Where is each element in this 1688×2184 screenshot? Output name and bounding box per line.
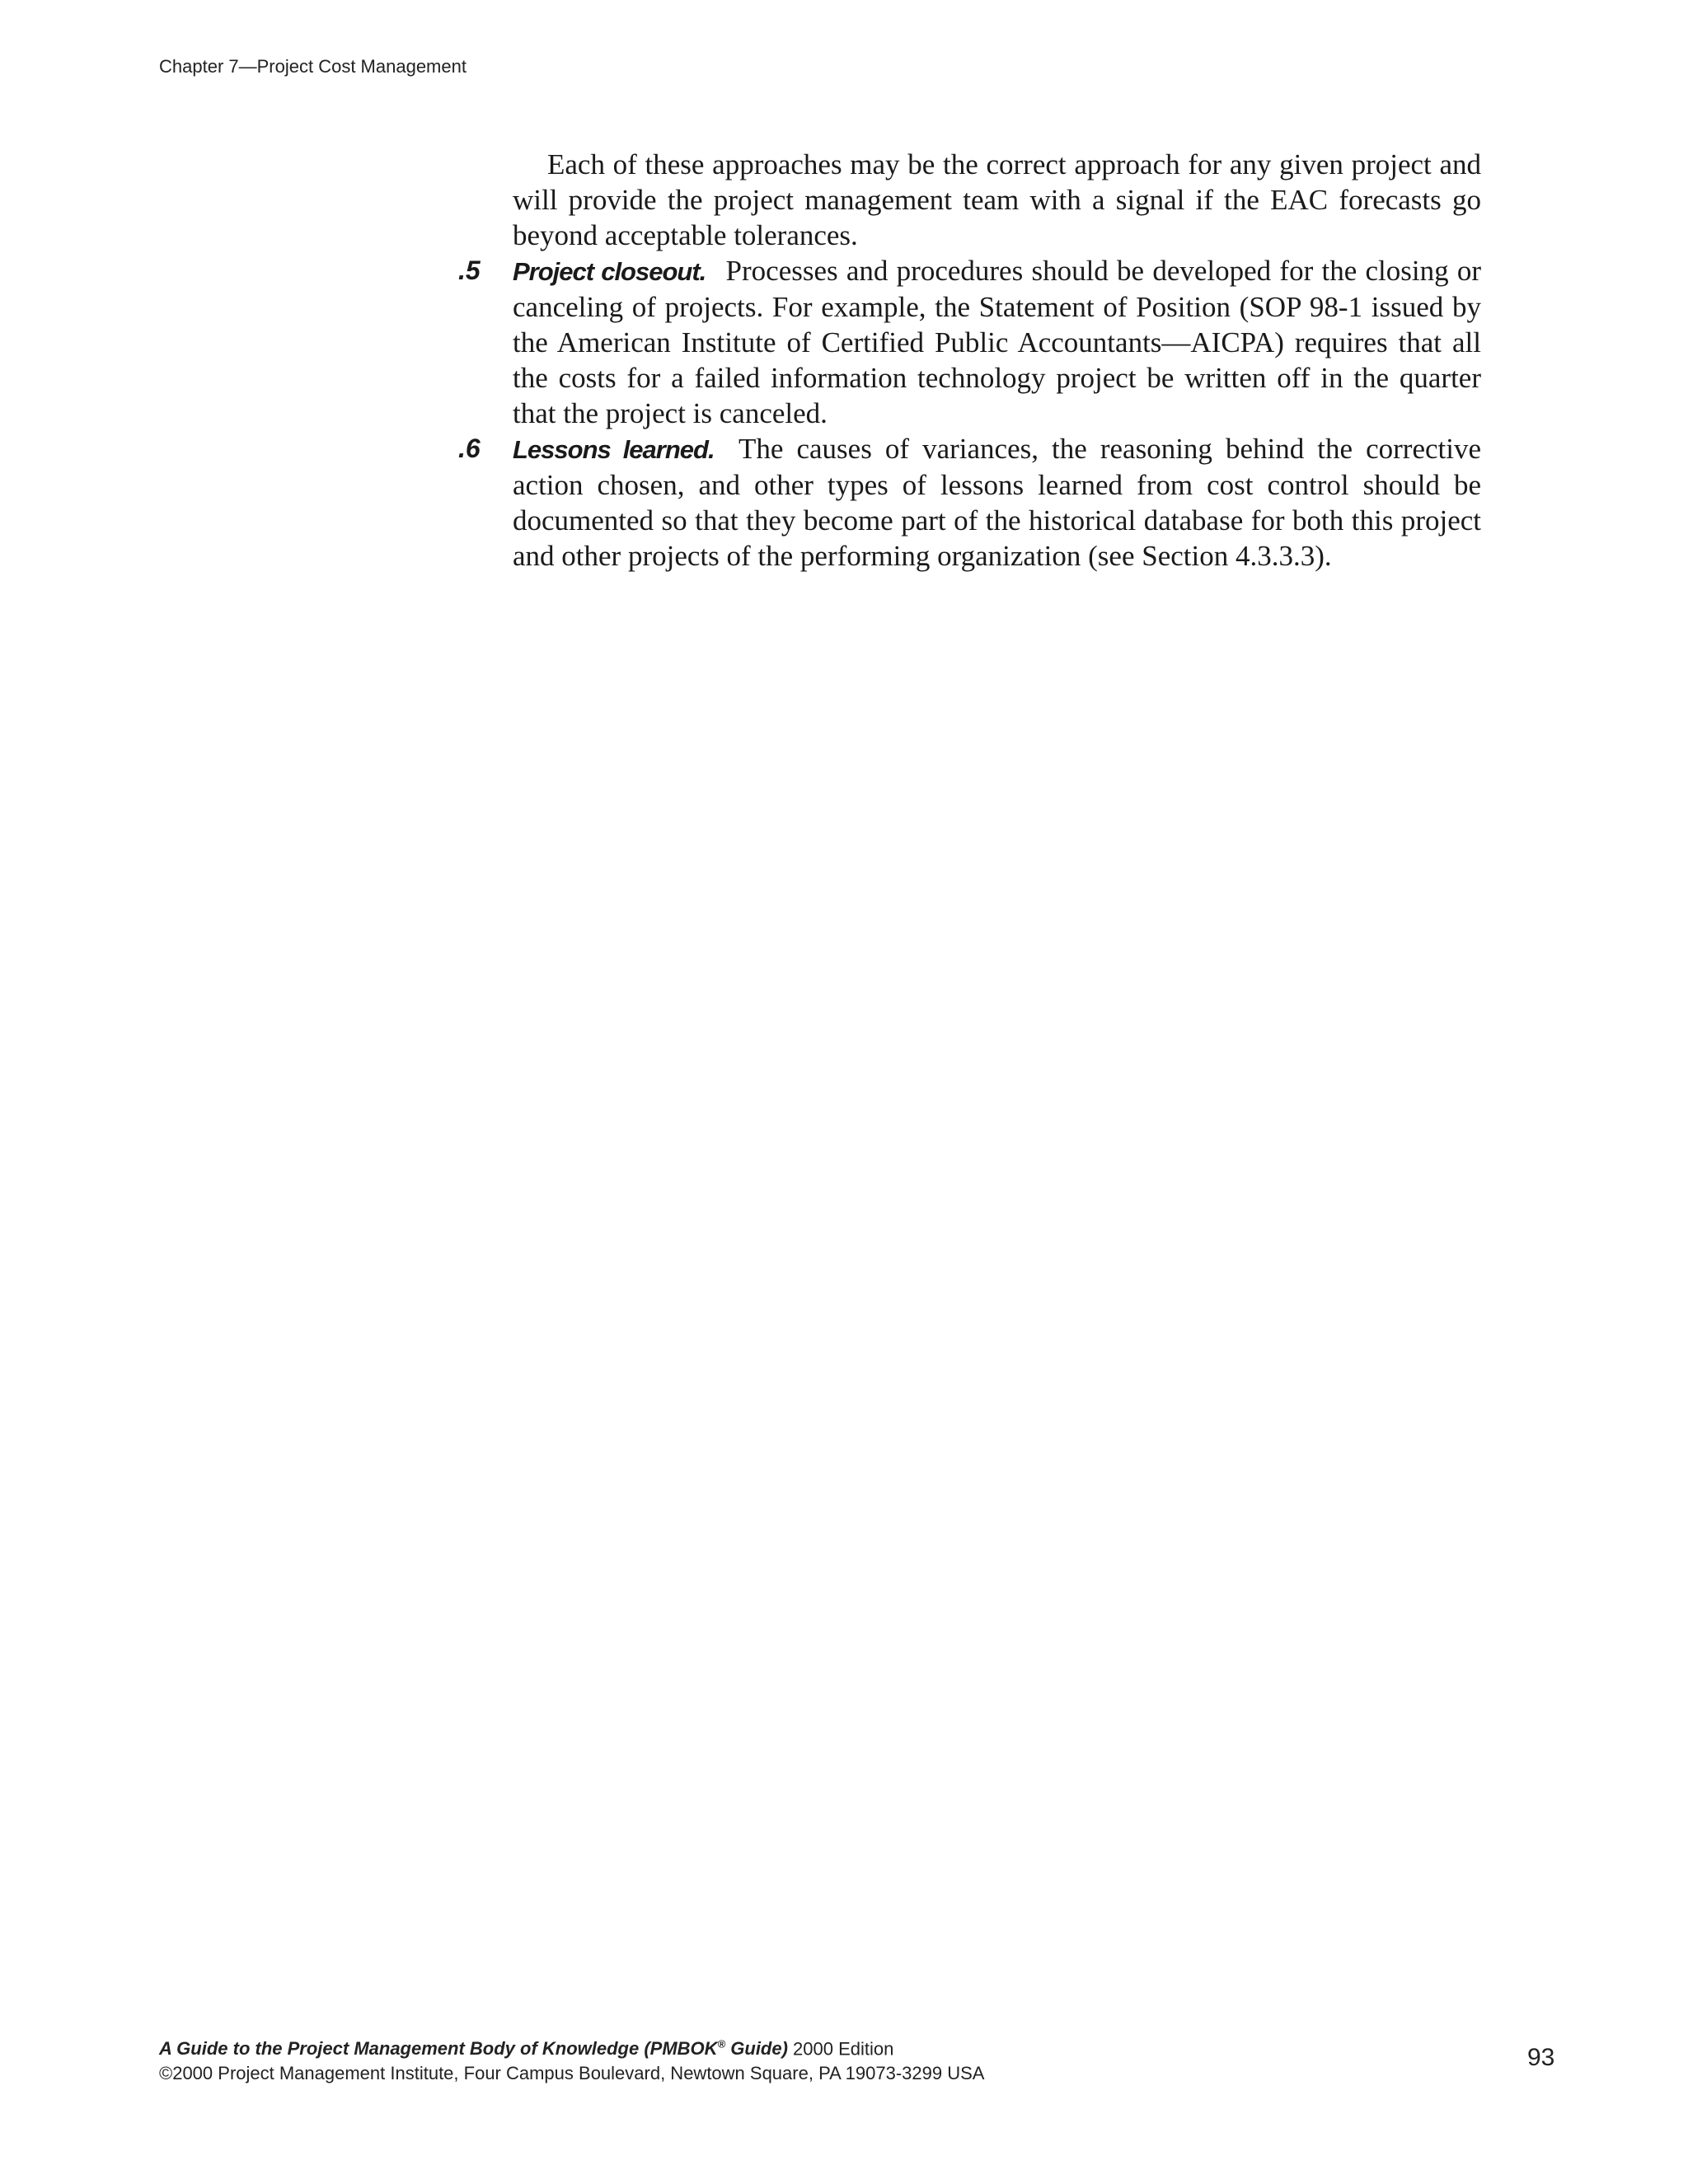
book-title-part1: A Guide to the Project Management Body of Knowledge (PMBOK — [159, 2038, 718, 2060]
item-text: The causes of variances, the reasoning behind the corrective action chosen, and other types of lessons learned from cost control should be documented so that they become part of the historical database for both this project and other projects of the performing organization (see Section 4.3.3.3). — [513, 433, 1481, 572]
item-heading: Project closeout. — [513, 257, 706, 286]
item-text: Processes and procedures should be developed for the closing or canceling of projects. For example, the Statement of Position (SOP 98-1 issued by the American Institute of Certified Public Accountants—AICPA) requires that all the costs for a failed information technology project be written off in the quarter that the project is canceled. — [513, 255, 1481, 429]
list-item-lessons-learned — [458, 431, 1481, 574]
footer — [159, 2032, 984, 2086]
registered-mark: ® — [717, 2038, 726, 2050]
item-number: .5 — [458, 255, 481, 285]
body-text — [458, 147, 1481, 574]
item-number: .6 — [458, 434, 481, 463]
book-title — [159, 2038, 788, 2059]
page-number: 93 — [1527, 2044, 1555, 2071]
intro-paragraph: Each of these approaches may be the correct approach for any given project and will provide the project management team with a signal if the EAC forecasts go beyond acceptable tolerances. — [513, 148, 1481, 251]
book-title-part2: Guide) — [725, 2038, 788, 2060]
running-head: Chapter 7—Project Cost Management — [159, 56, 467, 77]
item-heading: Lessons learned. — [513, 435, 715, 464]
footer-book-title — [159, 2032, 984, 2061]
list-item-project-closeout — [458, 253, 1481, 431]
edition: 2000 Edition — [787, 2038, 894, 2060]
footer-copyright: ©2000 Project Management Institute, Four Campus Boulevard, Newtown Square, PA 19073-3299 USA — [159, 2063, 985, 2084]
